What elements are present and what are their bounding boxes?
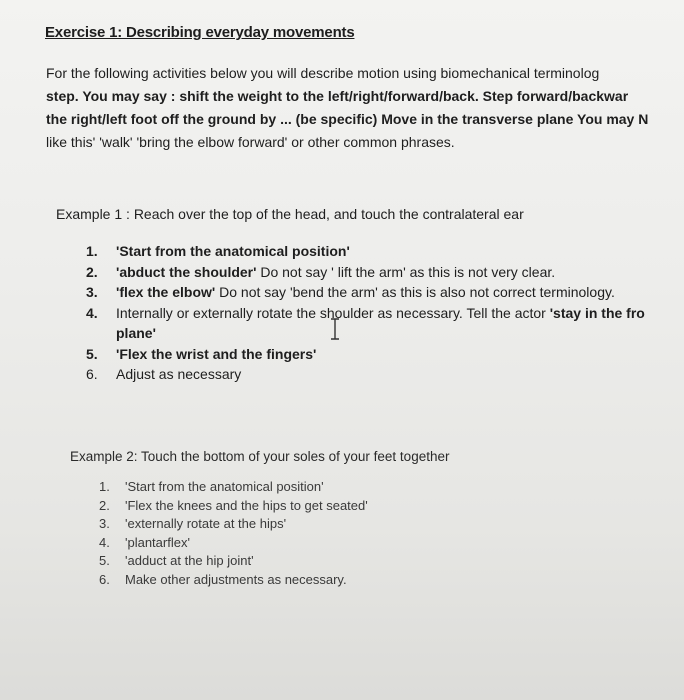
step-text: 'Flex the knees and the hips to get seated' (125, 497, 368, 513)
step-bold-text: 'stay in the fro (549, 304, 645, 321)
intro-line-1: For the following activities below you will describe motion using biomechanical terminolog (46, 65, 600, 81)
list-item (86, 364, 645, 385)
step-bold-text: 'flex the elbow' (116, 284, 216, 300)
step-bold-text: 'Flex the wrist and the fingers' (116, 345, 317, 362)
step-text: 'Start from the anatomical position' (125, 479, 324, 494)
step-text: Make other adjustments as necessary. (125, 571, 347, 587)
step-number: 4. (86, 304, 98, 321)
example-1-steps (86, 241, 645, 385)
list-item (86, 344, 645, 365)
list-item (99, 497, 368, 516)
list-item (99, 571, 368, 590)
intro-line-3 (46, 108, 684, 131)
intro-line-2-text: step. You may say : shift the weight to the left/right/forward/back. Step forward/backwar (46, 88, 629, 104)
intro-line-4: like this' 'walk' 'bring the elbow forward' or other common phrases. (46, 134, 455, 150)
list-item (99, 478, 368, 497)
step-bold-text: 'Start from the anatomical position' (116, 243, 350, 259)
exercise-title: Exercise 1: Describing everyday movements (45, 24, 355, 41)
list-item (99, 552, 368, 571)
step-text: Do not say ' lift the arm' as this is not very clear. (256, 263, 556, 280)
step-bold-continuation: plane' (116, 325, 156, 341)
step-text: Adjust as necessary (116, 366, 242, 382)
intro-line-3-text-b: You may N (577, 111, 649, 127)
step-text: 'plantarflex' (125, 534, 190, 550)
list-item (86, 303, 645, 344)
list-item (99, 534, 368, 553)
step-number: 3. (99, 516, 110, 531)
step-text: 'adduct at the hip joint' (125, 553, 254, 568)
example-1-heading: Example 1 : Reach over the top of the head, and touch the contralateral ear (56, 206, 524, 222)
step-text: 'externally rotate at the hips' (125, 516, 287, 531)
text-cursor-icon (329, 318, 341, 340)
example-2-steps (99, 478, 368, 589)
step-number: 5. (99, 553, 110, 568)
step-number: 2. (99, 497, 110, 513)
intro-line-2 (46, 85, 684, 108)
step-number: 1. (99, 479, 110, 494)
step-number: 2. (86, 263, 98, 280)
intro-line-3-text-a: the right/left foot off the ground by ... (be specific) Move in the transverse plane (46, 111, 578, 127)
step-text: Internally or externally rotate the shoulder as necessary. Tell the actor (116, 304, 550, 321)
step-number: 5. (86, 345, 98, 362)
step-bold-text: 'abduct the shoulder' (116, 263, 257, 280)
intro-paragraph (46, 62, 684, 154)
example-2-heading: Example 2: Touch the bottom of your soles of your feet together (70, 449, 450, 464)
list-item (99, 515, 368, 534)
step-number: 4. (99, 534, 110, 550)
step-number: 3. (86, 284, 98, 300)
step-number: 6. (99, 571, 110, 587)
list-item (86, 241, 645, 262)
list-item (86, 262, 645, 283)
list-item (86, 282, 645, 303)
step-number: 6. (86, 366, 98, 382)
step-number: 1. (86, 243, 98, 259)
step-text: Do not say 'bend the arm' as this is also not correct terminology. (215, 284, 615, 300)
